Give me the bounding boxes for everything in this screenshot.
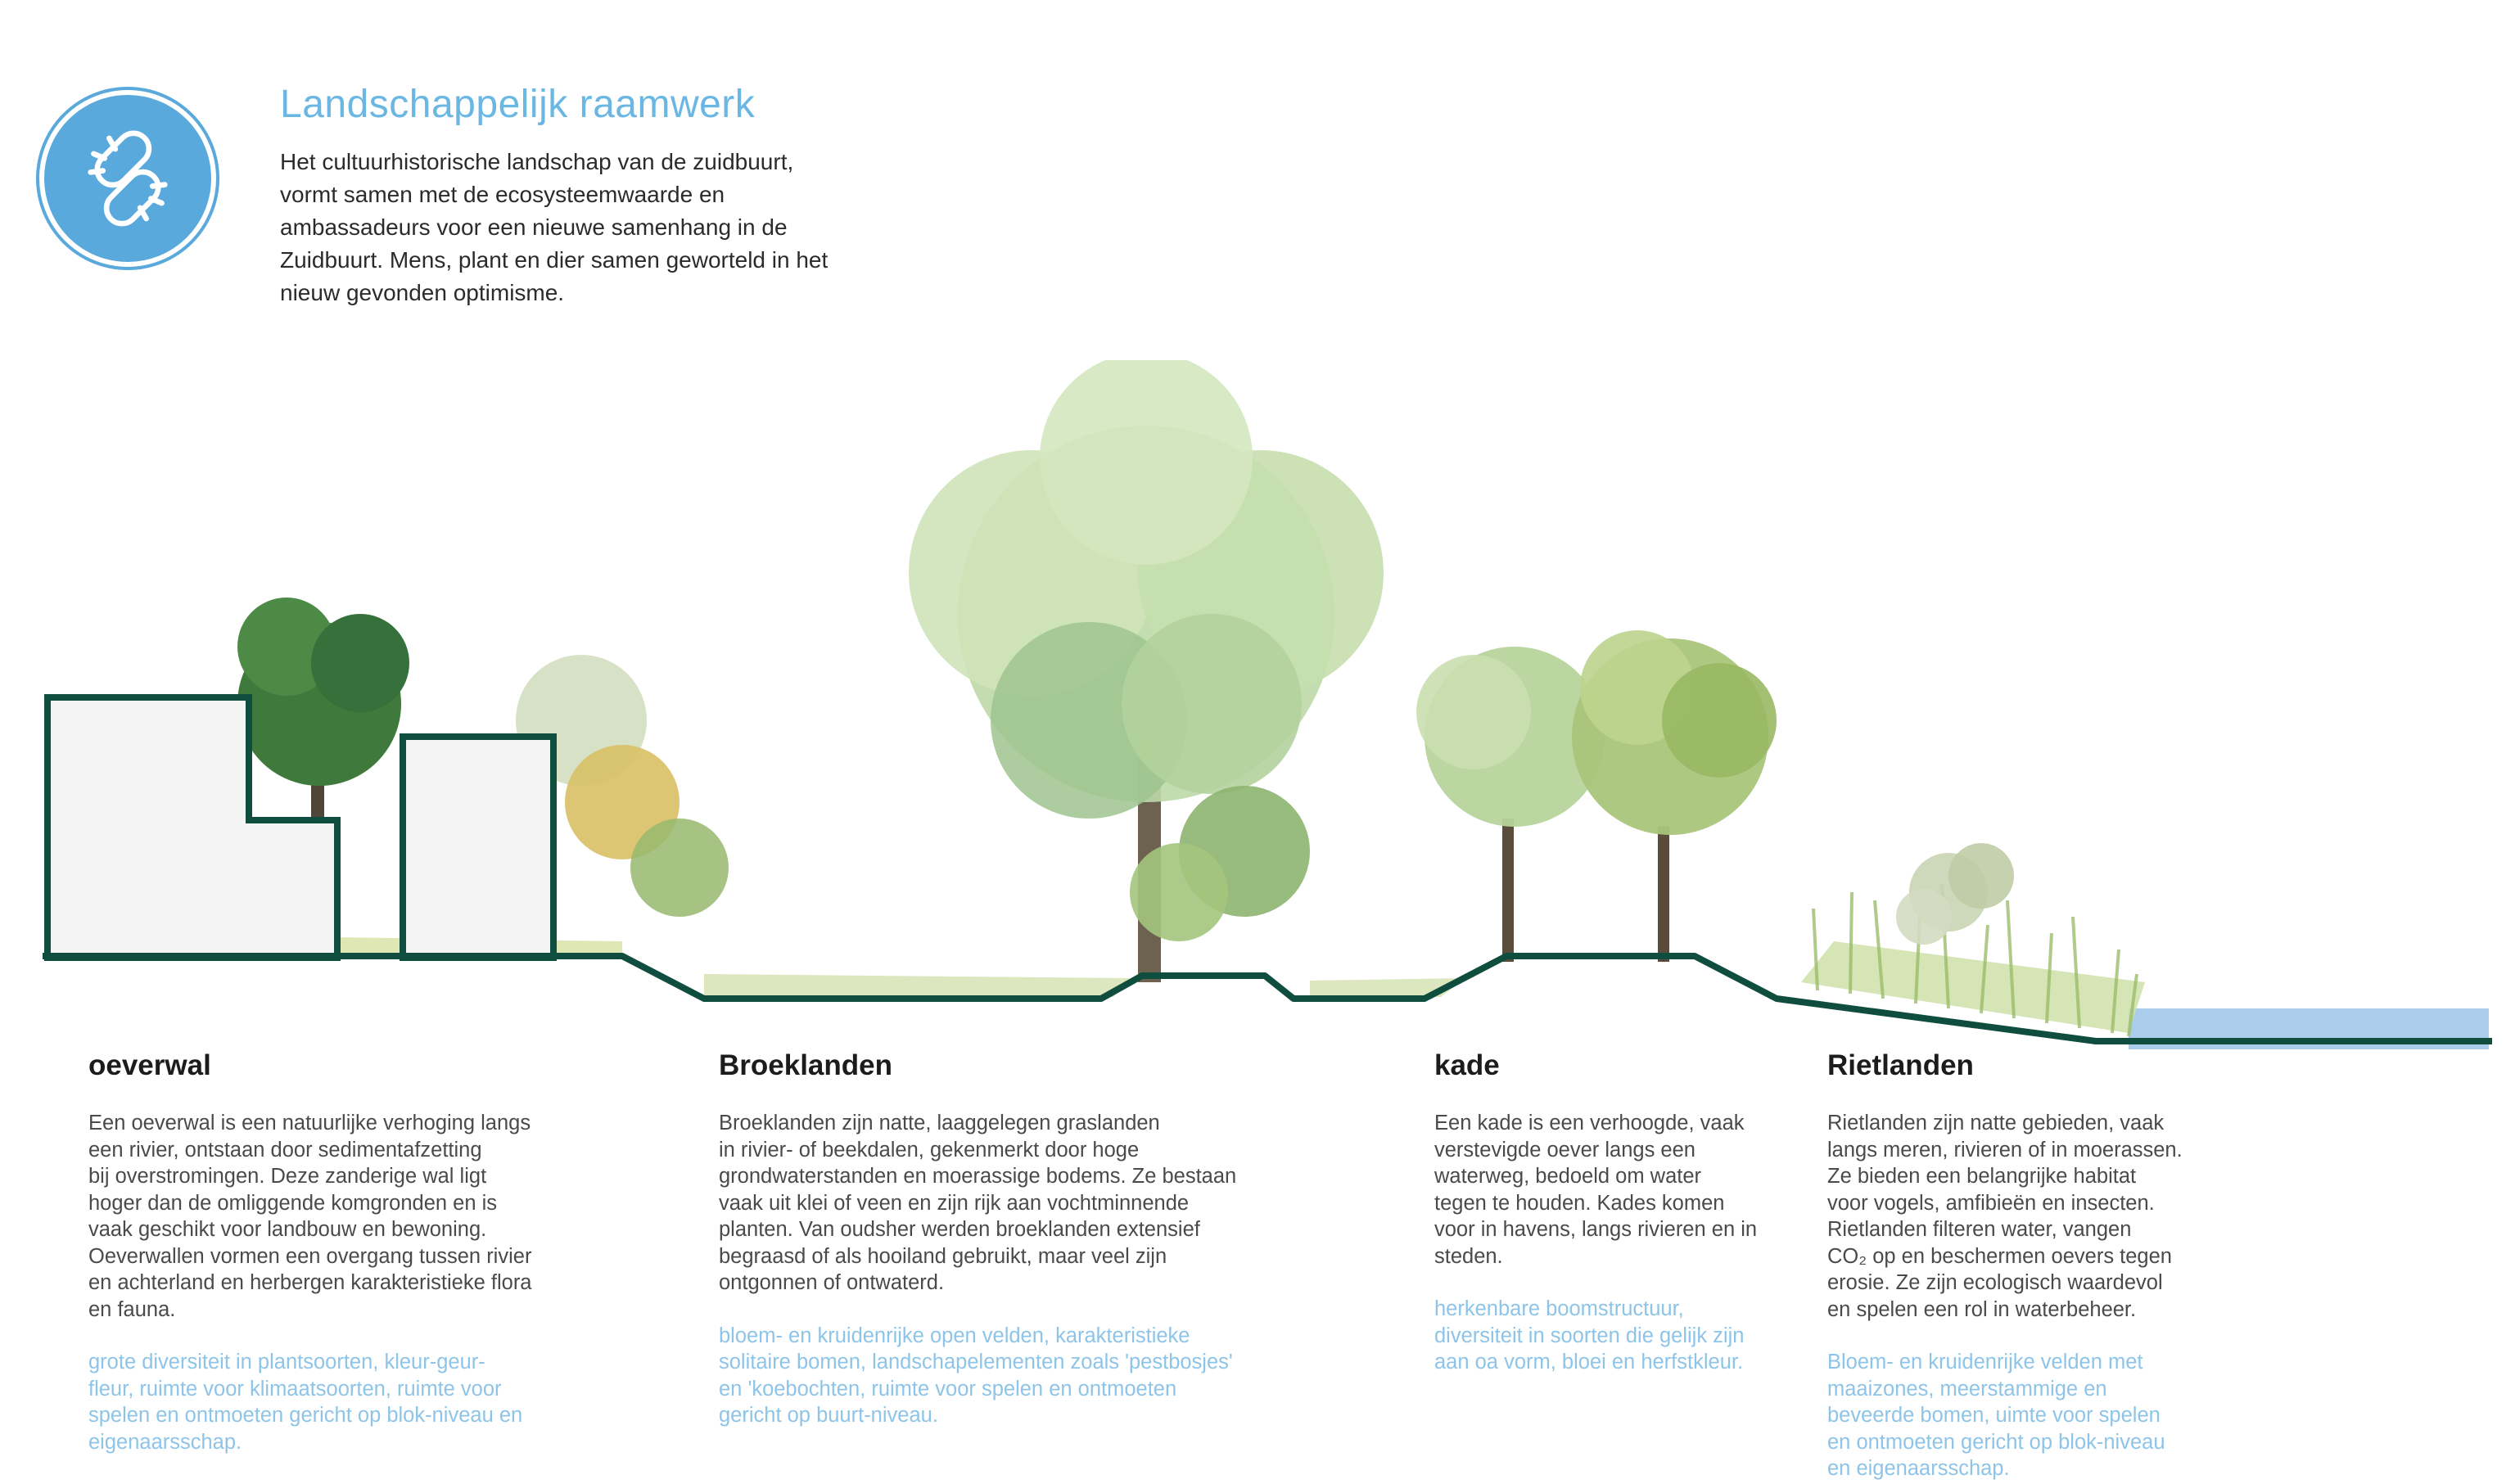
zone-note: grote diversiteit in plantsoorten, kleur-geur- fleur, ruimte voor klimaatsoorten, ruimte voor spelen en ontmoeten gericht op blok-niveau en eigenaarsschap. xyxy=(88,1351,523,1454)
zone-rietlanden xyxy=(1827,1049,2286,1482)
zone-kade xyxy=(1434,1049,1795,1376)
central-tree xyxy=(909,360,1384,982)
zone-title: Broeklanden xyxy=(719,1049,892,1081)
zone-note: Bloem- en kruidenrijke velden met maaizones, meerstammige en beveerde bomen, uimte voor spelen en ontmoeten gericht op blok-niveau en eigenaarsschap. xyxy=(1827,1351,2165,1480)
zone-note: bloem- en kruidenrijke open velden, karakteristieke solitaire bomen, landschapelementen zoals 'pestbosjes' en 'koebochten, ruimte voor spelen en ontmoeten gericht op buurt-niveau. xyxy=(719,1324,1233,1427)
zone-description: Rietlanden zijn natte gebieden, vaak langs meren, rivieren of in moerassen. Ze bieden een belangrijke habitat voor vogels, amfibieën en insecten. Rietlanden filteren water, vangen CO₂ op en beschermen oevers tegen erosie. Ze zijn ecologisch waardevol en spelen een rol in waterbeheer. xyxy=(1827,1112,2183,1321)
zone-oeverwal xyxy=(88,1049,661,1455)
zone-description: Een kade is een verhoogde, vaak verstevigde oever langs een waterweg, bedoeld om water tegen te houden. Kades komen voor in havens, langs rivieren en in steden. xyxy=(1434,1112,1758,1268)
meadow-vegetation xyxy=(49,933,2145,1033)
intro-text: Het cultuurhistorische landschap van de zuidbuurt, vormt samen met de ecosysteemwaarde en ambassadeurs voor een nieuwe samenhang in de Zuidbuurt. Mens, plant en dier samen geworteld in het nieuw gevonden optimisme. xyxy=(280,149,829,305)
zone-title: Rietlanden xyxy=(1827,1049,1974,1081)
zone-broeklanden xyxy=(719,1049,1325,1429)
zone-title: kade xyxy=(1434,1049,1500,1081)
zone-description: Een oeverwal is een natuurlijke verhoging langs een rivier, ontstaan door sedimentafzetting bij overstromingen. Deze zanderige wal ligt hoger dan de omliggende komgronden en is vaak geschikt voor landbouw en bewoning. Oeverwallen vormen een overgang tussen rivier en achterland en herbergen karakteristieke flora en fauna. xyxy=(88,1112,532,1321)
zone-note: herkenbare boomstructuur, diversiteit in soorten die gelijk zijn aan oa vorm, bloei en herfstkleur. xyxy=(1434,1297,1745,1373)
building-right xyxy=(403,737,553,958)
zone-title: oeverwal xyxy=(88,1049,211,1081)
kade-trees xyxy=(1416,630,1777,962)
shrub-rietlanden xyxy=(1896,843,2014,945)
landscape-cross-section xyxy=(0,360,2515,1064)
zone-description: Broeklanden zijn natte, laaggelegen graslanden in rivier- of beekdalen, gekenmerkt door hoge grondwaterstanden en moerassige bodems. Ze bestaan vaak uit klei of veen en zijn rijk aan vochtminnende planten. Van oudsher werden broeklanden extensief begraasd of als hooiland gebruikt, maar veel zijn ontgonnen of ontwaterd. xyxy=(719,1112,1237,1294)
chain-link-icon xyxy=(39,90,216,267)
page-title: Landschappelijk raamwerk xyxy=(280,83,756,126)
